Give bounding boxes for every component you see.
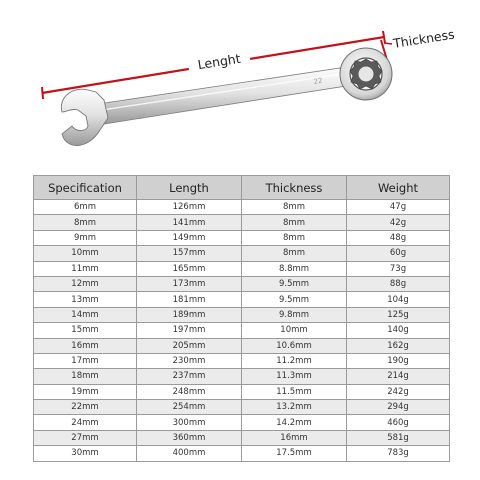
cell-length: 157mm bbox=[137, 246, 242, 261]
cell-thickness: 8mm bbox=[242, 246, 347, 261]
cell-thickness: 11.2mm bbox=[242, 353, 347, 368]
cell-length: 165mm bbox=[137, 261, 242, 276]
header-length: Length bbox=[137, 176, 242, 200]
cell-length: 205mm bbox=[137, 338, 242, 353]
cell-thickness: 9.8mm bbox=[242, 307, 347, 322]
size-stamp: 22 bbox=[313, 76, 324, 86]
cell-specification: 15mm bbox=[34, 323, 137, 338]
cell-thickness: 13.2mm bbox=[242, 400, 347, 415]
cell-thickness: 10mm bbox=[242, 323, 347, 338]
specification-table bbox=[33, 175, 450, 462]
cell-specification: 10mm bbox=[34, 246, 137, 261]
cell-thickness: 8mm bbox=[242, 215, 347, 230]
cell-thickness: 14.2mm bbox=[242, 415, 347, 430]
thickness-label: Thickness bbox=[392, 26, 456, 51]
table-row bbox=[34, 292, 450, 307]
cell-weight: 460g bbox=[347, 415, 450, 430]
cell-specification: 12mm bbox=[34, 276, 137, 291]
table-row bbox=[34, 353, 450, 368]
cell-length: 173mm bbox=[137, 276, 242, 291]
open-end-head bbox=[61, 89, 108, 145]
cell-specification: 22mm bbox=[34, 400, 137, 415]
cell-weight: 190g bbox=[347, 353, 450, 368]
cell-specification: 11mm bbox=[34, 261, 137, 276]
cell-weight: 73g bbox=[347, 261, 450, 276]
cell-thickness: 16mm bbox=[242, 430, 347, 445]
cell-specification: 27mm bbox=[34, 430, 137, 445]
cell-thickness: 11.3mm bbox=[242, 369, 347, 384]
header-thickness: Thickness bbox=[242, 176, 347, 200]
cell-length: 126mm bbox=[137, 200, 242, 215]
cell-specification: 14mm bbox=[34, 307, 137, 322]
cell-length: 230mm bbox=[137, 353, 242, 368]
table-row bbox=[34, 400, 450, 415]
cell-specification: 8mm bbox=[34, 215, 137, 230]
cell-thickness: 8mm bbox=[242, 200, 347, 215]
cell-length: 300mm bbox=[137, 415, 242, 430]
cell-specification: 9mm bbox=[34, 230, 137, 245]
cell-thickness: 8mm bbox=[242, 230, 347, 245]
cell-length: 254mm bbox=[137, 400, 242, 415]
cell-thickness: 11.5mm bbox=[242, 384, 347, 399]
size-stamp-mirrored: 22 bbox=[137, 113, 147, 122]
ratcheting-wrench-illustration bbox=[0, 0, 480, 160]
cell-thickness: 10.6mm bbox=[242, 338, 347, 353]
cell-weight: 294g bbox=[347, 400, 450, 415]
table-header-row bbox=[34, 176, 450, 200]
cell-length: 197mm bbox=[137, 323, 242, 338]
cell-thickness: 8.8mm bbox=[242, 261, 347, 276]
cell-weight: 125g bbox=[347, 307, 450, 322]
table-row bbox=[34, 276, 450, 291]
cell-weight: 162g bbox=[347, 338, 450, 353]
cell-length: 400mm bbox=[137, 446, 242, 461]
ratchet-ring-head bbox=[340, 48, 392, 100]
wrench-figure bbox=[0, 0, 480, 160]
table-row bbox=[34, 430, 450, 445]
cell-length: 360mm bbox=[137, 430, 242, 445]
cell-weight: 42g bbox=[347, 215, 450, 230]
cell-thickness: 9.5mm bbox=[242, 276, 347, 291]
table-row bbox=[34, 261, 450, 276]
cell-specification: 16mm bbox=[34, 338, 137, 353]
cell-length: 237mm bbox=[137, 369, 242, 384]
table-row bbox=[34, 323, 450, 338]
cell-thickness: 9.5mm bbox=[242, 292, 347, 307]
cell-length: 141mm bbox=[137, 215, 242, 230]
cell-specification: 24mm bbox=[34, 415, 137, 430]
cell-length: 181mm bbox=[137, 292, 242, 307]
cell-length: 189mm bbox=[137, 307, 242, 322]
cell-specification: 6mm bbox=[34, 200, 137, 215]
cell-weight: 47g bbox=[347, 200, 450, 215]
cell-specification: 18mm bbox=[34, 369, 137, 384]
table-body bbox=[34, 200, 450, 462]
table-row bbox=[34, 446, 450, 461]
table-row bbox=[34, 200, 450, 215]
cell-length: 149mm bbox=[137, 230, 242, 245]
table-row bbox=[34, 307, 450, 322]
cell-specification: 13mm bbox=[34, 292, 137, 307]
table-row bbox=[34, 215, 450, 230]
cell-specification: 30mm bbox=[34, 446, 137, 461]
cell-specification: 19mm bbox=[34, 384, 137, 399]
header-specification: Specification bbox=[34, 176, 137, 200]
table-row bbox=[34, 338, 450, 353]
cell-length: 248mm bbox=[137, 384, 242, 399]
length-label: Lenght bbox=[196, 50, 242, 73]
header-weight: Weight bbox=[347, 176, 450, 200]
cell-weight: 214g bbox=[347, 369, 450, 384]
cell-weight: 140g bbox=[347, 323, 450, 338]
cell-weight: 581g bbox=[347, 430, 450, 445]
cell-weight: 104g bbox=[347, 292, 450, 307]
cell-thickness: 17.5mm bbox=[242, 446, 347, 461]
cell-specification: 17mm bbox=[34, 353, 137, 368]
table-row bbox=[34, 415, 450, 430]
cell-weight: 242g bbox=[347, 384, 450, 399]
table-row bbox=[34, 369, 450, 384]
cell-weight: 60g bbox=[347, 246, 450, 261]
table-row bbox=[34, 384, 450, 399]
cell-weight: 48g bbox=[347, 230, 450, 245]
cell-weight: 783g bbox=[347, 446, 450, 461]
table-row bbox=[34, 230, 450, 245]
cell-weight: 88g bbox=[347, 276, 450, 291]
table-row bbox=[34, 246, 450, 261]
